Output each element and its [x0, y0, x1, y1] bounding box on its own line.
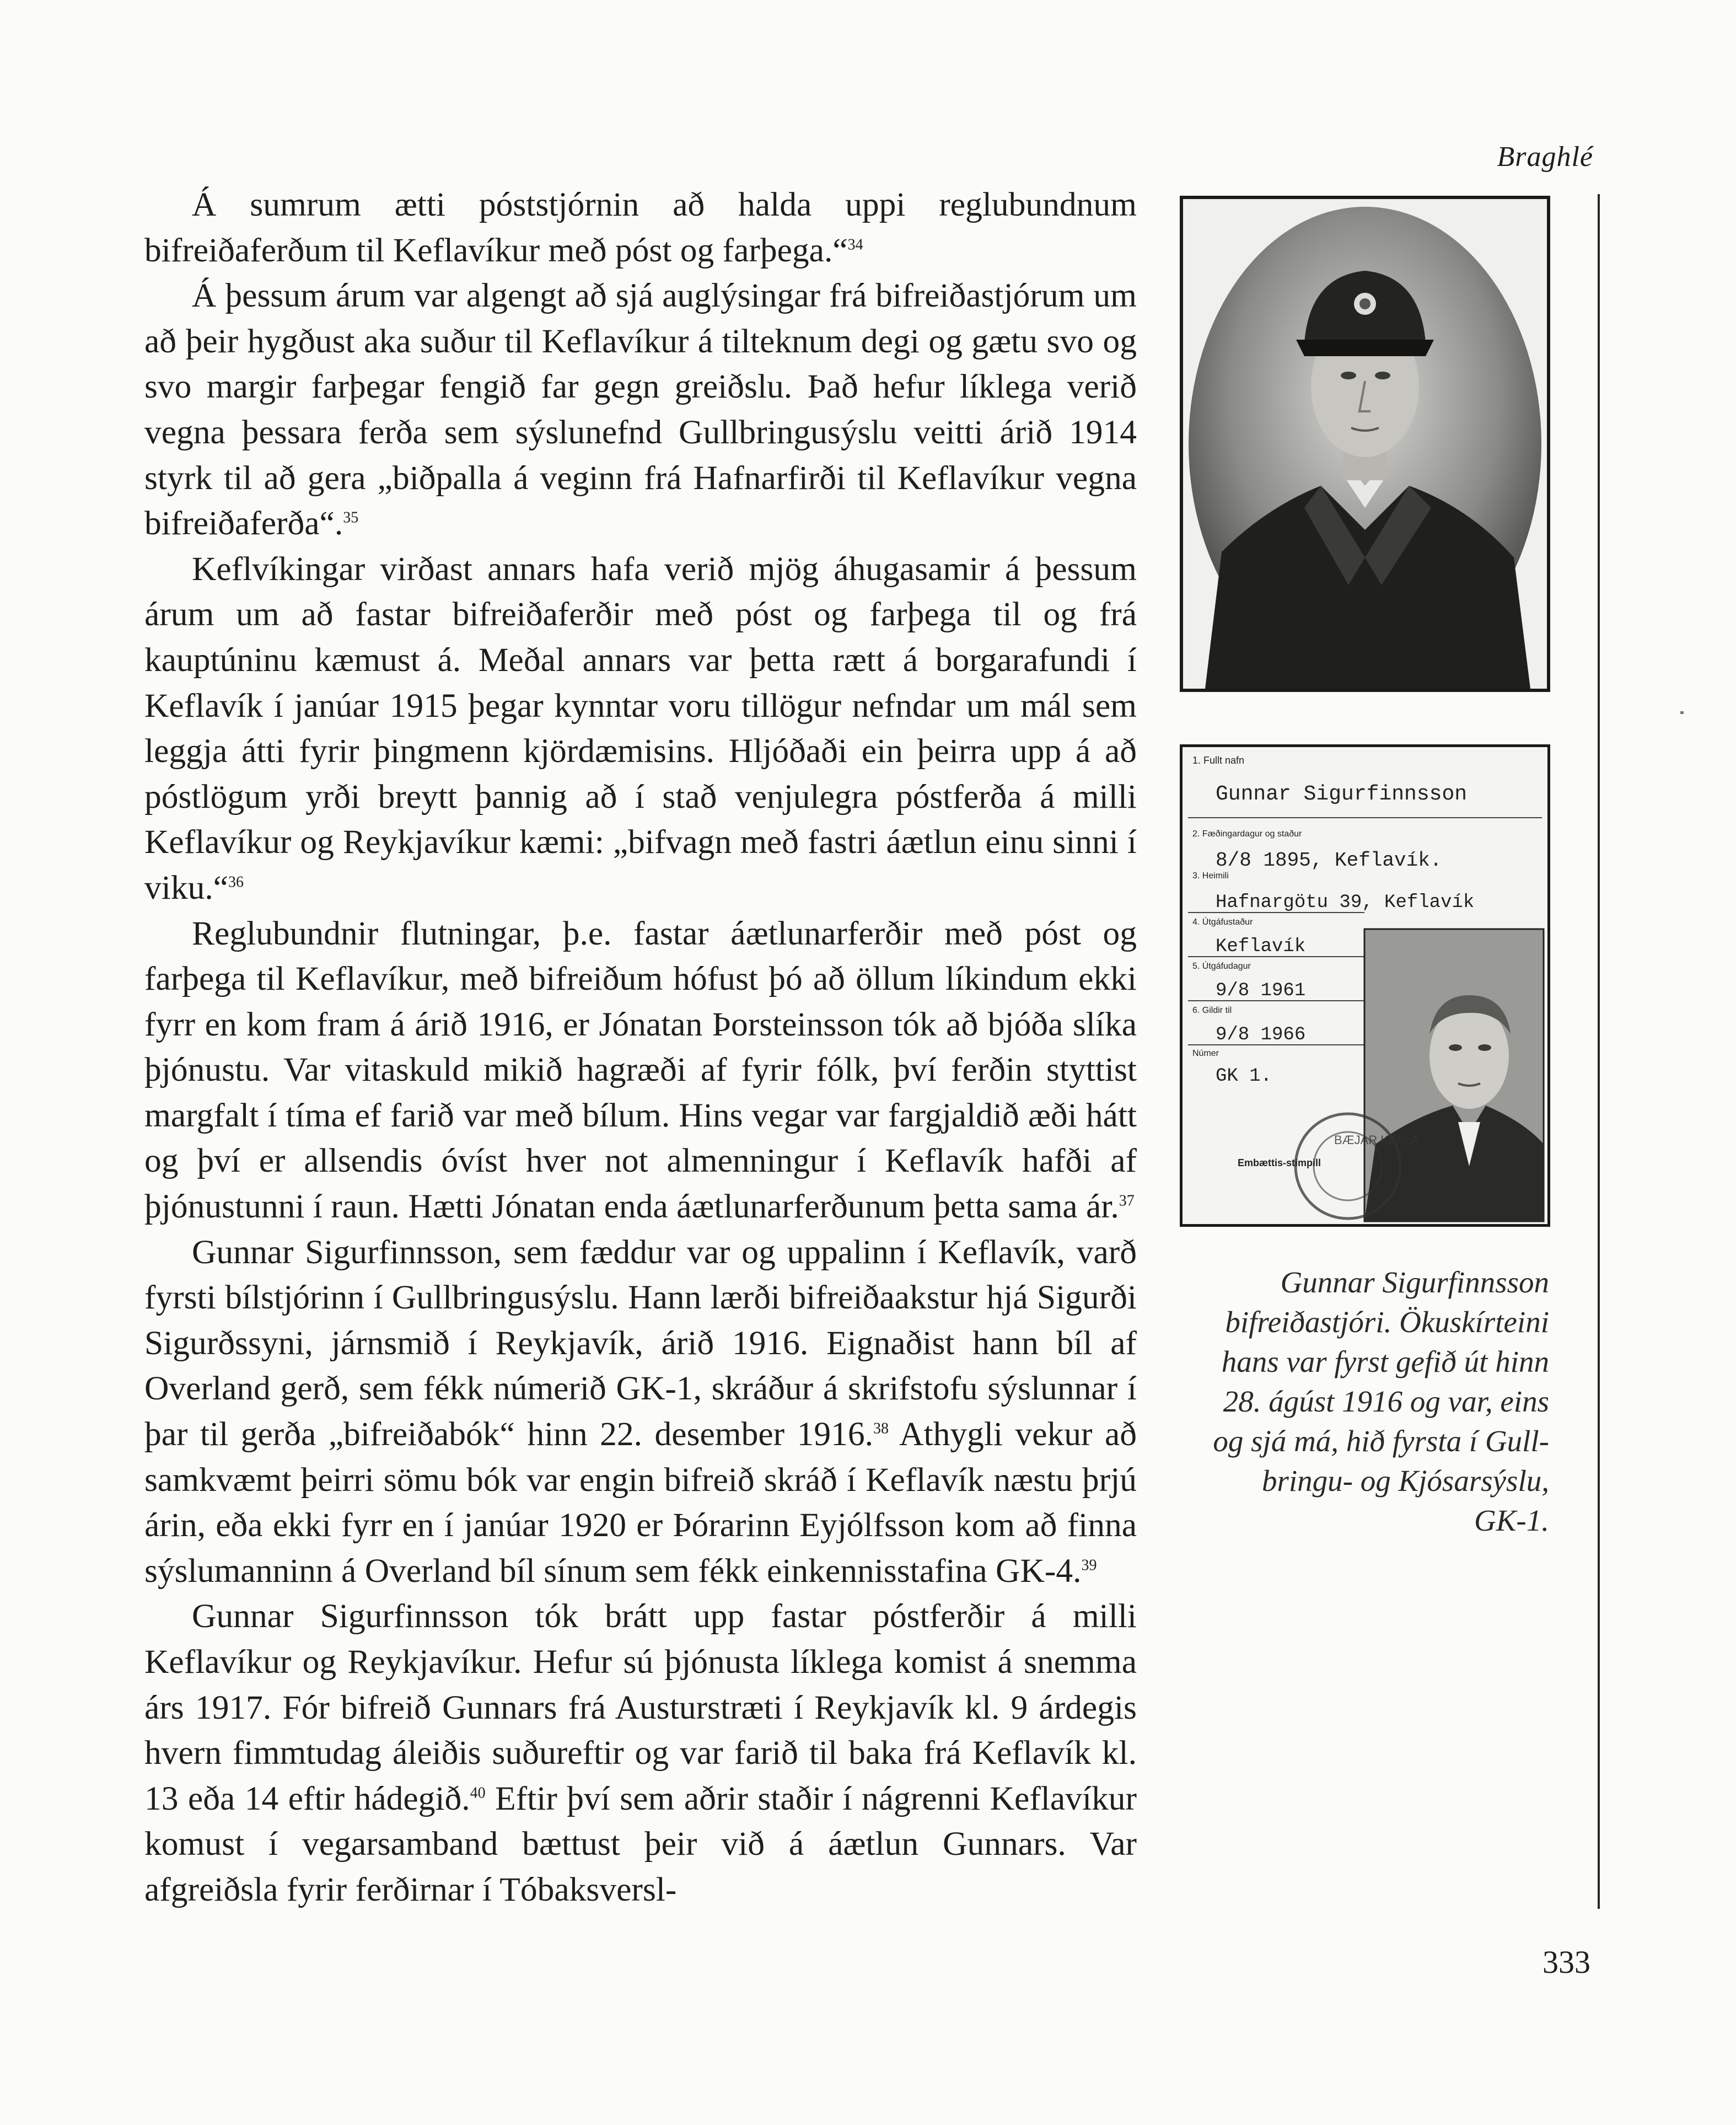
- license-value: GK 1.: [1216, 1066, 1272, 1087]
- license-value: 9/8 1966: [1216, 1024, 1306, 1045]
- paragraph: Á þessum árum var algengt að sjá auglýsingar frá bifreiðastjórum um að þeir hygðust aka suður til Keflavíkur á tilteknum degi og gætu svo og svo margir farþegar fengið far gegn greiðslu. Það hefur líklega verið vegna þessara ferða sem sýslunefnd Gullbringusýslu veitti árið 1914 styrk til að gera „biðpalla á veginn frá Hafnarfirði til Keflavíkur vegna bifreiðaferða“.$^{35}$: [144, 277, 1137, 543]
- page-number: 333: [1542, 1944, 1590, 1980]
- caption-line: Gunnar Sigurfinnsson: [1280, 1265, 1549, 1299]
- license-label: 3. Heimili: [1192, 871, 1229, 881]
- license-value: Gunnar Sigurfinnsson: [1216, 782, 1468, 806]
- caption-line: bifreiðastjóri. Ökuskírteini: [1225, 1305, 1549, 1339]
- license-label: 2. Fæðingardagur og staður: [1192, 829, 1302, 839]
- paragraph: Gunnar Sigurfinnsson, sem fæddur var og uppalinn í Keflavík, varð fyrsti bílstjórinn í Gullbringusýslu. Hann lærði bifreiðaakstur hjá Sigurði Sigurðssyni, járnsmið í Reykjavík, árið 1916. Eignaðist hann bíl af Overland gerð, sem fékk númerið GK-1, skráður á skrifstofu sýslunnar í þar til gerða „bifreiðabók“ hinn 22. desember 1916.38 Athygli vekur að samkvæmt þeirri sömu bók var engin bifreið skráð í Keflavík næstu þrjú árin, eða ekki fyrr en í janúar 1920 er Þórarinn Eyjólfsson kom að finna sýslumanninn á Overland bíl sínum sem fékk einkennisstafina GK-4.39: [144, 1233, 1137, 1590]
- paragraph: Reglubundnir flutningar, þ.e. fastar áætlunarferðir með póst og farþega til Keflavíkur, með bifreiðum hófust þó að öllum líkindum ekki fyrr en kom fram á árið 1916, er Jónatan Þorsteinsson tók að bjóða slíka þjónustu. Var vitaskuld mikið hagræði af fyrir fólk, því ferðin styttist margfalt í tíma ef farið var með bílum. Hins vegar var fargjaldið æði hátt og því er allsendis óvíst hver not almenningur í Keflavík hafði af þjónustunni í raun. Hætti Jónatan enda áætlunarferðunum þetta sama ár.$^{37}$: [144, 914, 1137, 1226]
- paragraph: Keflvíkingar virðast annars hafa verið mjög áhugasamir á þessum árum um að fastar bifreiðaferðir með póst og farþega til og frá kauptúninu kæmust á. Meðal annars var þetta rætt á borgarafundi í Keflavík í janúar 1915 þegar kynntar voru tillögur nefndar um mál sem leggja átti fyrir þingmenn kjördæmisins. Hljóðaði ein þeirra upp á að póstlögum yrði breytt þannig að í stað venjulegra póstferða á milli Keflavíkur og Reykjavíkur kæmi: „bifvagn með fastri áætlun einu sinni í viku.“$^{36}$: [144, 550, 1137, 906]
- caption-line: og sjá má, hið fyrsta í Gull-: [1213, 1424, 1549, 1458]
- caption-line: bringu- og Kjósarsýslu,: [1261, 1464, 1549, 1498]
- portrait-photo: [1180, 196, 1550, 692]
- figure-caption: [1163, 1263, 1549, 1541]
- license-label: 1. Fullt nafn: [1192, 755, 1245, 766]
- running-header: Braghlé: [1497, 141, 1593, 173]
- caption-line: hans var fyrst gefið út hinn: [1221, 1345, 1549, 1378]
- body-text: [144, 182, 1137, 1913]
- stamp-text: BÆJAR KEFLA: [1334, 1133, 1420, 1147]
- license-label: 6. Gildir til: [1192, 1006, 1232, 1015]
- vertical-rule: [1598, 194, 1600, 1909]
- license-label: 4. Útgáfustaður: [1192, 917, 1253, 927]
- license-label: Númer: [1192, 1049, 1219, 1058]
- license-value: Keflavík: [1216, 936, 1306, 957]
- scan-speck: [1680, 711, 1684, 714]
- caption-line: GK-1.: [1474, 1504, 1549, 1537]
- drivers-license-image: [1180, 744, 1550, 1227]
- caption-line: 28. ágúst 1916 og var, eins: [1223, 1385, 1549, 1418]
- license-label: 5. Útgáfudagur: [1192, 962, 1251, 971]
- paragraph: Gunnar Sigurfinnsson tók brátt upp fastar póstferðir á milli Keflavíkur og Reykjavíkur. Hefur sú þjónusta líklega komist á snemma árs 1917. Fór bifreið Gunnars frá Austurstræti í Reykjavík kl. 9 árdegis hvern fimmtudag áleiðis suðureftir og var farið til baka frá Keflavík kl. 13 eða 14 eftir hádegið.$^{40}$ Eftir því sem aðrir staðir í nágrenni Keflavíkur komust í vegarsamband bættust þeir við á áætlun Gunnars. Var afgreiðsla fyrir ferðirnar í Tóbaksversl-: [144, 1597, 1137, 1908]
- license-value: 9/8 1961: [1216, 980, 1306, 1001]
- license-value: Hafnargötu 39, Keflavík: [1216, 892, 1475, 913]
- stamp-label: Embættis-stimpill: [1238, 1157, 1321, 1168]
- license-value: 8/8 1895, Keflavík.: [1216, 849, 1442, 872]
- paragraph: Á sumrum ætti póststjórnin að halda uppi reglubundnum bifreiðaferðum til Keflavíkur með póst og farþega.“$^{34}$: [144, 186, 1137, 269]
